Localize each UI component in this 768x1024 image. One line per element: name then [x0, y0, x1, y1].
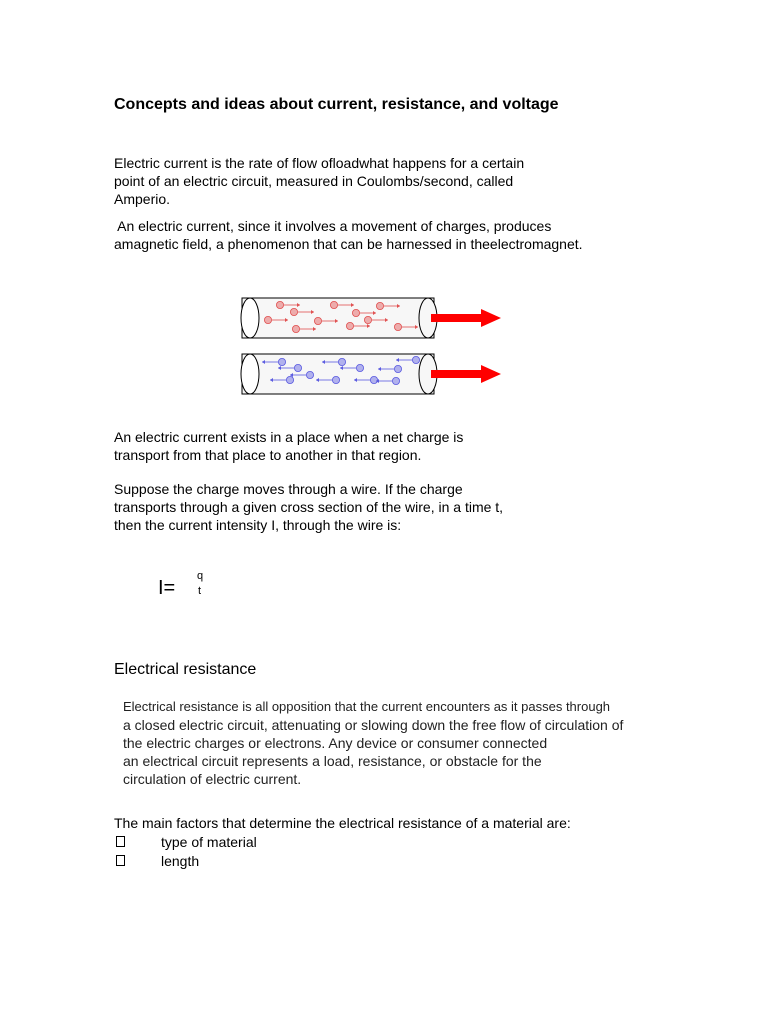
- negative-charge-icon: [338, 358, 345, 365]
- positive-charge-icon: [314, 317, 321, 324]
- current-flow-illustration: [238, 292, 504, 398]
- text-line: Electrical resistance is all opposition that the current encounters as it passes through: [123, 699, 611, 714]
- positive-charge-icon: [292, 325, 299, 332]
- resistance-paragraph: [123, 698, 623, 788]
- text-line: the electric charges or electrons. Any device or consumer connected: [123, 735, 548, 751]
- text-line: Amperio.: [114, 191, 171, 207]
- negative-charge-icon: [306, 371, 313, 378]
- text-line: amagnetic field, a phenomenon that can be harnessed in theelectromagnet.: [114, 236, 583, 252]
- positive-charge-icon: [352, 309, 359, 316]
- positive-charge-icon: [364, 316, 371, 323]
- text-line: An electric current, since it involves a movement of charges, produces: [114, 218, 552, 234]
- text-line: An electric current exists in a place when a net charge is: [114, 429, 464, 445]
- negative-charge-icon: [332, 376, 339, 383]
- positive-charge-icon: [330, 301, 337, 308]
- factors-intro: The main factors that determine the electrical resistance of a material are:: [114, 815, 571, 831]
- page-title: Concepts and ideas about current, resistance, and voltage: [114, 96, 559, 113]
- text-line: then the current intensity I, through the wire is:: [114, 517, 402, 533]
- positive-charge-icon: [376, 302, 383, 309]
- negative-charge-icon: [412, 356, 419, 363]
- text-line: transport from that place to another in that region.: [114, 447, 422, 463]
- negative-charge-icon: [356, 364, 363, 371]
- negative-charge-icon: [394, 365, 401, 372]
- negative-charge-tube: [241, 354, 501, 394]
- negative-charge-icon: [392, 377, 399, 384]
- negative-charge-icon: [286, 376, 293, 383]
- arrow-shaft: [431, 314, 481, 322]
- text-line: point of an electric circuit, measured in Coulombs/second, called: [114, 173, 514, 189]
- magnetic-paragraph: [114, 217, 583, 253]
- positive-charge-icon: [290, 308, 297, 315]
- positive-charge-icon: [394, 323, 401, 330]
- factor-label: type of material: [161, 833, 257, 850]
- factor-label: length: [161, 852, 200, 869]
- formula-lhs: I=: [158, 577, 176, 599]
- formula-denominator: t: [198, 585, 202, 597]
- text-line: Electric current is the rate of flow ofloadwhat happens for a certain: [114, 155, 525, 171]
- text-line: circulation of electric current.: [123, 771, 302, 787]
- bullet-box-icon: [116, 836, 125, 847]
- list-item: [114, 832, 571, 851]
- positive-charge-tube: [241, 298, 501, 338]
- exists-paragraph: [114, 428, 463, 464]
- arrow-head: [481, 309, 501, 327]
- positive-charge-icon: [264, 316, 271, 323]
- current-formula: [158, 570, 228, 606]
- list-item: [114, 851, 571, 870]
- negative-charge-icon: [294, 364, 301, 371]
- bullet-box-icon: [116, 855, 125, 866]
- text-line: Suppose the charge moves through a wire. If the charge: [114, 481, 463, 497]
- text-line: transports through a given cross section of the wire, in a time t,: [114, 499, 504, 515]
- negative-charge-icon: [370, 376, 377, 383]
- arrow-head: [481, 365, 501, 383]
- resistance-heading: Electrical resistance: [114, 661, 257, 678]
- negative-charge-icon: [278, 358, 285, 365]
- factors-section: [114, 814, 571, 870]
- text-line: an electrical circuit represents a load, resistance, or obstacle for the: [123, 753, 542, 769]
- flow-arrow-icon: [431, 309, 501, 327]
- flow-arrow-icon: [431, 365, 501, 383]
- text-line: a closed electric circuit, attenuating or slowing down the free flow of circulation of: [123, 717, 624, 733]
- positive-charge-icon: [346, 322, 353, 329]
- intro-paragraph: [114, 154, 524, 208]
- positive-charge-icon: [276, 301, 283, 308]
- suppose-paragraph: [114, 480, 503, 534]
- arrow-shaft: [431, 370, 481, 378]
- formula-numerator: q: [197, 570, 204, 582]
